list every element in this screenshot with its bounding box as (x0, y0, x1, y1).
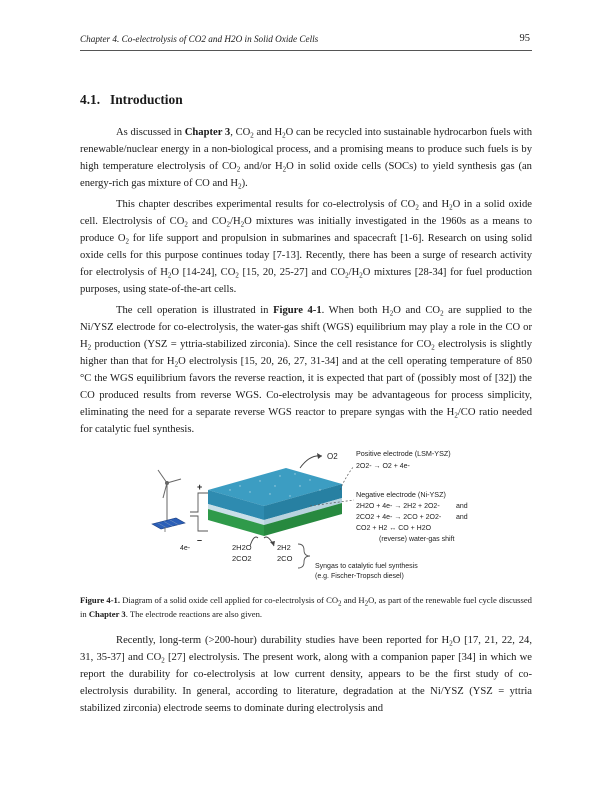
chapter-title: Chapter 4. Co-electrolysis of CO2 and H2O in Solid Oxide Cells (80, 34, 319, 44)
figure-caption: Figure 4-1. Diagram of a solid oxide cell applied for co-electrolysis of $CO_2$ and $H_2O$, as part of the renewable fuel cycle discussed in Chapter 3. The electrode reactions are also given. (80, 595, 532, 619)
syngas-label-line-2: (e.g. Fischer-Tropsch diesel) (315, 573, 404, 580)
syngas-label-line-1: Syngas to catalytic fuel synthesis (315, 563, 418, 570)
header-rule (80, 50, 532, 51)
positive-reaction: 2O2- → O2 + 4e- (356, 463, 410, 470)
caption-label: Figure 4-1. (80, 595, 120, 605)
input-h2o: 2H2O (232, 543, 252, 552)
paragraph-3: The cell operation is illustrated in Figure 4-1. When both $H_2O$ and $CO_2$ are supplied to the Ni/YSZ electrode for co-electrolysis, the water-gas shift (WGS) equilibrium may play a role in the CO or $H_2$ production (YSZ = yttria-stabilized zirconia). Since the cell resistance for $CO_2$ electrolysis is slightly higher than that for $H_2O$ electrolysis [15, 20, 26, 27, 31-34] and at the cell operating temperature of 850 °C the WGS equilibrium favors the reverse reaction, it is expected that part of (possibly most of [32]) the CO produced results from reverse WGS. Co-electrolysis may be advantageous for process simplicity, eliminating the need for a separate reverse WGS reactor to prepare syngas with the $H_2/CO$ ratio needed for catalytic fuel synthesis. (80, 305, 533, 435)
input-co2: 2CO2 (232, 554, 252, 563)
cell-stack (208, 468, 342, 536)
figure-4-1 (150, 446, 470, 594)
output-co: 2CO (277, 554, 293, 563)
section-heading (80, 92, 183, 108)
wgs-label: (reverse) water-gas shift (379, 536, 455, 543)
caption-chapter-reference: Chapter 3 (88, 609, 126, 619)
paragraph-4: Recently, long-term (>200-hour) durability studies have been reported for $H_2O$ [17, 21, 22, 24, 31, 35-37] and $CO_2$ [27] electrolysis. The present work, along with a companion paper [34] in which we report the durability for co-electrolysis at low current density, appears to be the first study of co-electrolysis durability. In general, according to literature, degradation at the Ni/YSZ (YSZ = yttria stabilized zirconia) electrode seems to dominate during electrolysis and (80, 635, 532, 714)
paragraph-1: As discussed in Chapter 3, $CO_2$ and $H_2O$ can be recycled into sustainable hydrocarbon fuels with renewable/nuclear energy in a non-biological process, and a promising means to produce such fuels is by high temperature electrolysis of $CO_2$ and/or $H_2O$ in solid oxide cells (SOCs) to yield synthesis gas (an energy-rich gas mixture of CO and $H_2$). (80, 127, 533, 191)
positive-leader-line (340, 466, 354, 490)
product-brace (298, 544, 310, 568)
and-label-1: and (456, 503, 468, 510)
output-h2: 2H2 (277, 543, 291, 552)
minus-terminal: – (197, 535, 203, 545)
section-number: 4.1. (80, 92, 101, 107)
section-title: Introduction (110, 92, 183, 107)
negative-reaction-3: CO2 + H2 ↔ CO + H2O (356, 525, 432, 532)
negative-electrode-label: Negative electrode (Ni-YSZ) (356, 490, 446, 499)
negative-reaction-1: 2H2O + 4e- → 2H2 + 2O2- (356, 503, 440, 510)
plus-terminal: + (197, 482, 203, 492)
and-label-2: and (456, 514, 468, 521)
page-number: 95 (519, 33, 530, 44)
external-circuit (190, 493, 208, 531)
figure-4-1-reference: Figure 4-1 (273, 305, 322, 316)
negative-reaction-2: 2CO2 + 4e- → 2CO + 2O2- (356, 514, 442, 521)
o2-label: O2 (327, 452, 338, 461)
electrons-label: 4e- (180, 545, 191, 552)
paragraph-2: This chapter describes experimental results for co-electrolysis of $CO_2$ and $H_2O$ in a solid oxide cell. Electrolysis of $CO_2$ and $CO_2/H_2O$ mixtures was initially investigated in the 1960s as a means to produce $O_2$ for life support and propulsion in submarines and spacecraft [1-6]. Research on using solid oxide cells for this purpose continues today [7-13]. Recently, there has been a surge of research activity for electrolysis of $H_2O$ [14-24], $CO_2$ [15, 20, 25-27] and $CO_2/H_2O$ mixtures [28-34] for fuel production purposes, using state-of-the-art cells. (80, 199, 533, 295)
positive-electrode-label: Positive electrode (LSM-YSZ) (356, 449, 451, 458)
wind-turbine-icon (158, 470, 181, 521)
chapter-3-reference: Chapter 3 (184, 127, 231, 138)
solid-oxide-cell-diagram (150, 446, 470, 594)
running-header (80, 32, 532, 48)
solar-panel-icon (152, 518, 185, 532)
